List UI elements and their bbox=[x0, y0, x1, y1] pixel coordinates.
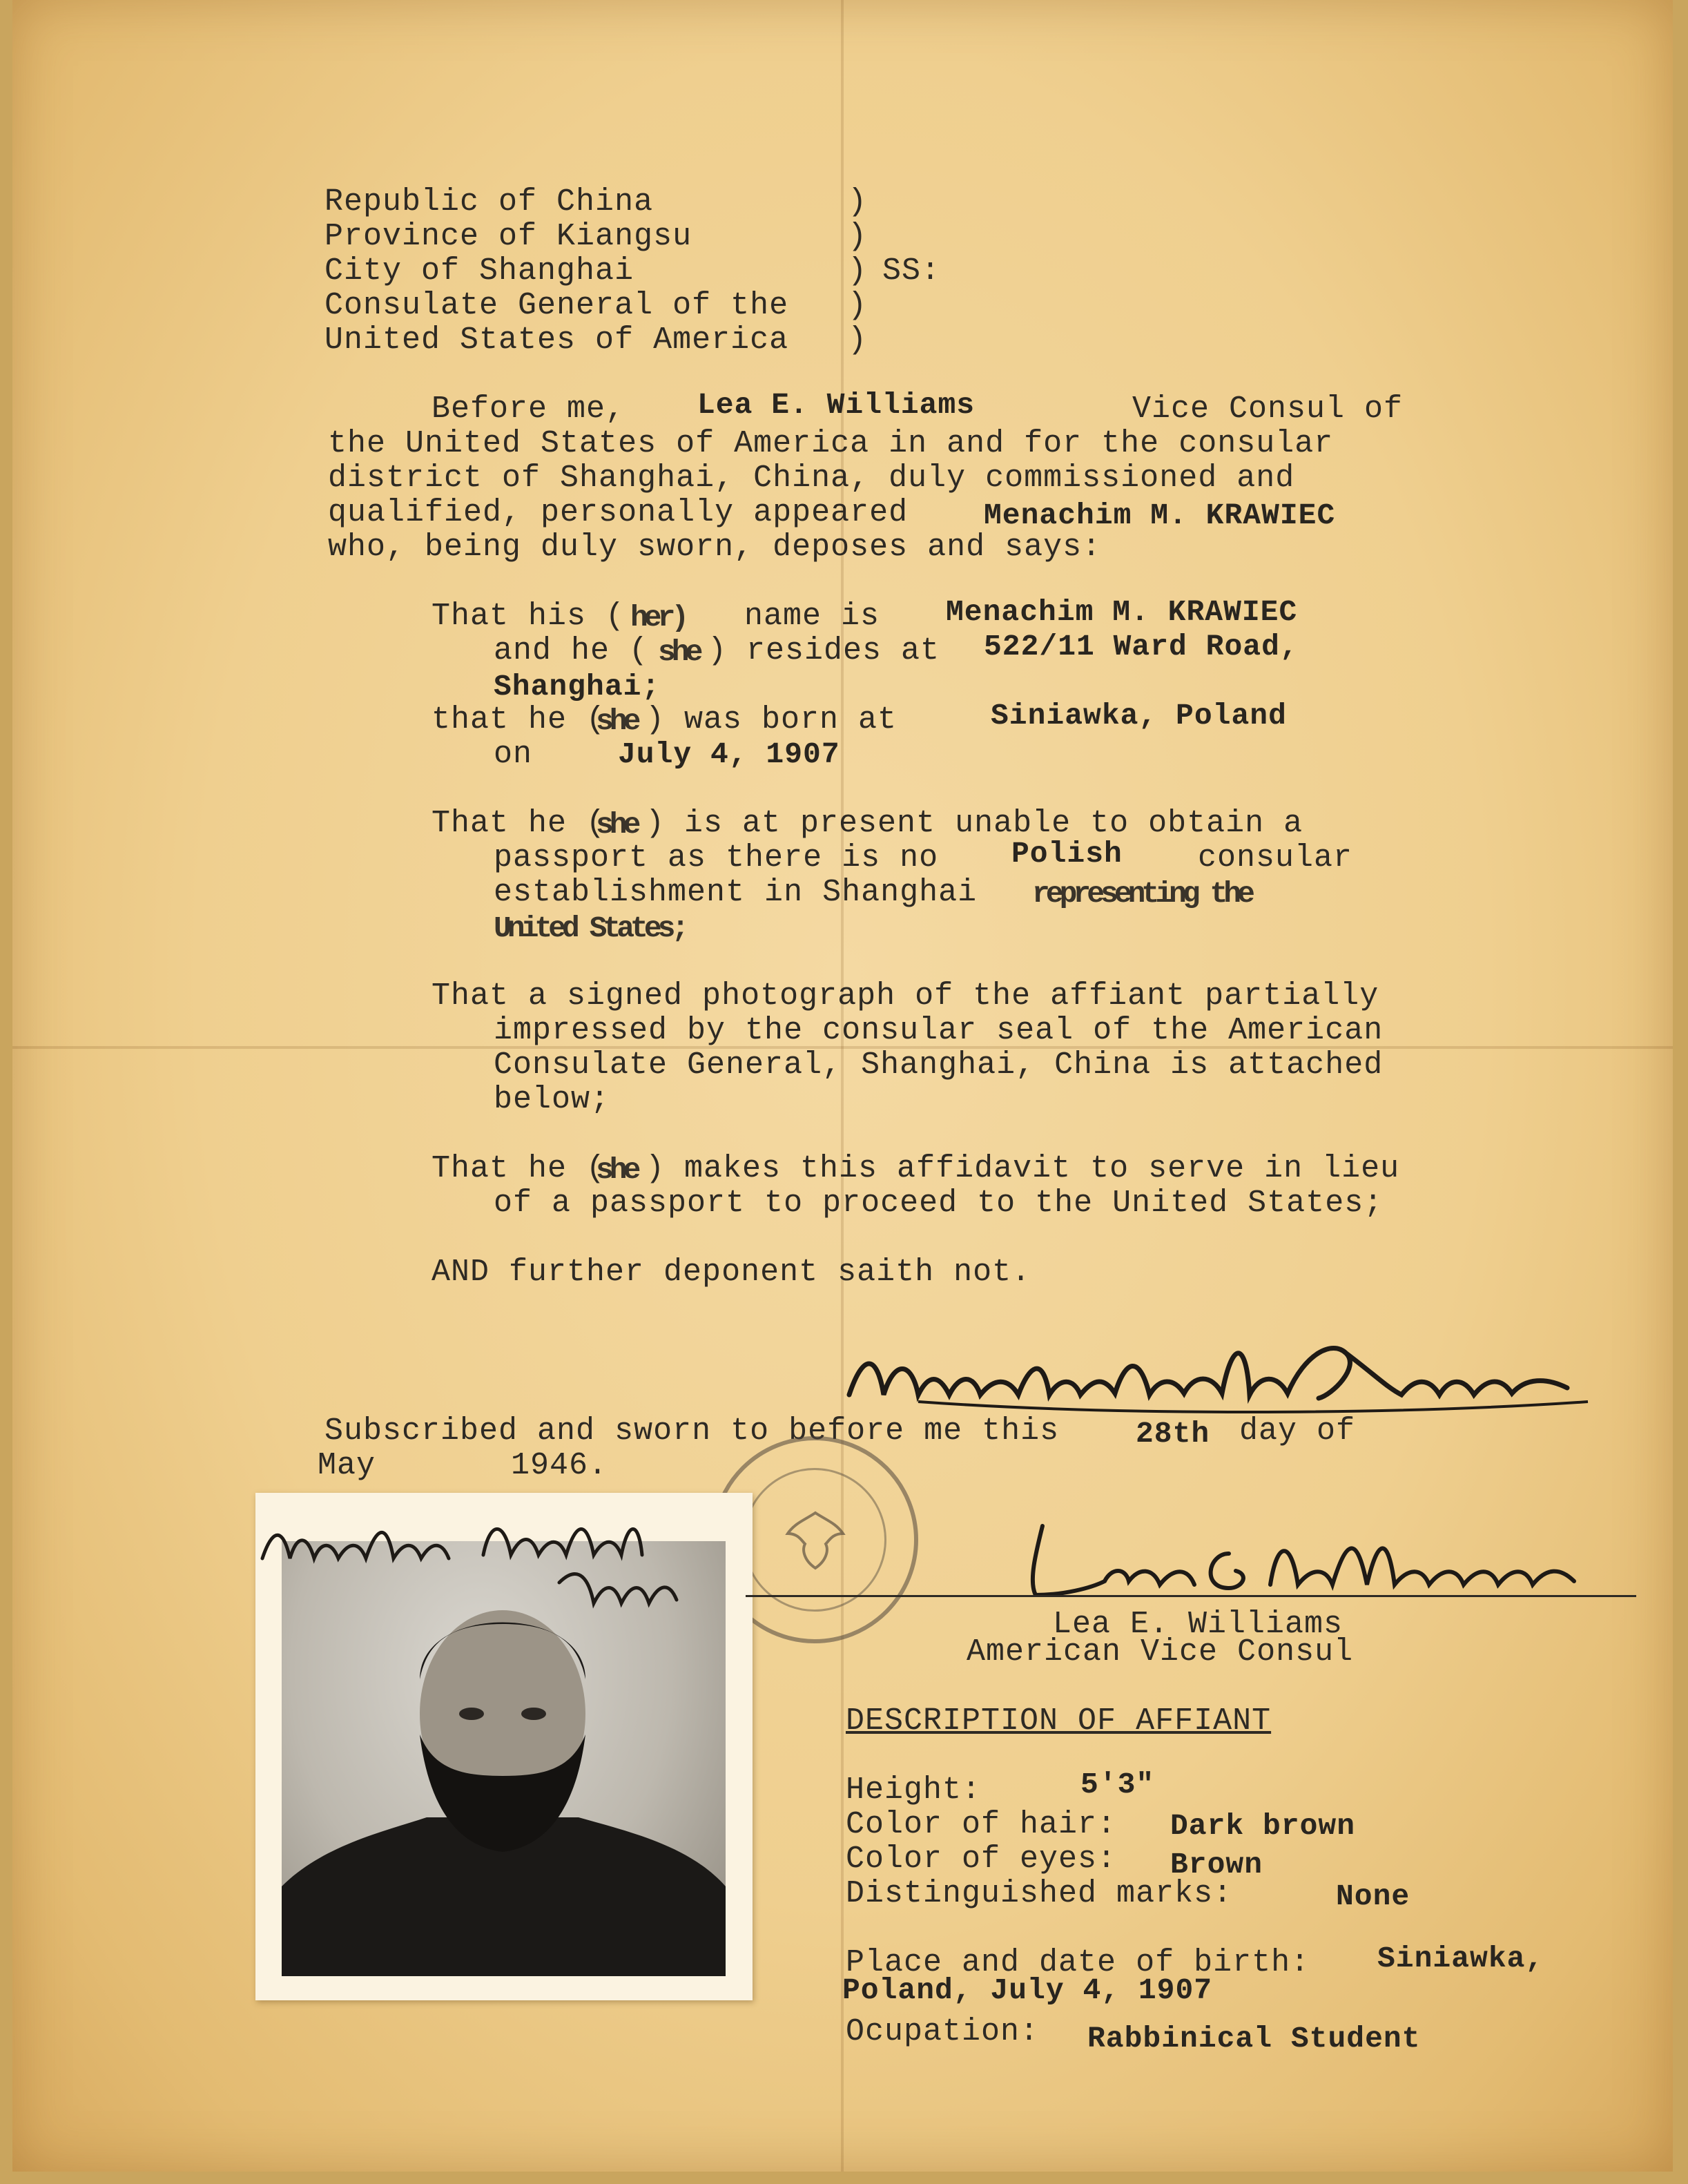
clause-text: ) resides at bbox=[708, 633, 940, 668]
venue-line: City of Shanghai bbox=[324, 253, 634, 289]
venue-line: Republic of China bbox=[324, 184, 654, 220]
address-fill: 522/11 Ward Road, bbox=[984, 630, 1299, 664]
intro-text: district of Shanghai, China, duly commissioned and bbox=[328, 461, 1295, 496]
struck-text: she bbox=[596, 808, 637, 842]
struck-text: United States; bbox=[494, 911, 686, 945]
paren: ) bbox=[848, 253, 868, 289]
photo-signature bbox=[255, 1493, 753, 1631]
paren: ) bbox=[848, 322, 868, 358]
clause-text: establishment in Shanghai bbox=[494, 875, 978, 910]
clause-text: That a signed photograph of the affiant partially bbox=[431, 978, 1379, 1014]
clause-text: passport as there is no bbox=[494, 840, 939, 876]
signature-line bbox=[746, 1595, 1636, 1597]
vertical-fold bbox=[841, 0, 844, 2172]
venue-line: Consulate General of the bbox=[324, 288, 789, 323]
clause-text: ) is at present unable to obtain a bbox=[646, 806, 1303, 841]
intro-text: who, being duly sworn, deposes and says: bbox=[328, 530, 1102, 565]
clause-text: That he ( bbox=[431, 806, 606, 841]
clause-text: and he ( bbox=[494, 633, 649, 668]
ss-label: SS: bbox=[882, 253, 941, 289]
marks-label: Distinguished marks: bbox=[846, 1876, 1233, 1911]
paren: ) bbox=[848, 219, 868, 254]
jurat-day-fill: 28th bbox=[1136, 1417, 1210, 1451]
marks-value: None bbox=[1336, 1879, 1410, 1913]
clause-text: that he ( bbox=[431, 702, 606, 737]
height-value: 5'3" bbox=[1080, 1768, 1155, 1801]
closing-line: AND further deponent saith not. bbox=[431, 1255, 1031, 1290]
intro-text: Before me, bbox=[431, 392, 625, 427]
birth-value: Siniawka, bbox=[1377, 1942, 1544, 1975]
struck-text: she bbox=[658, 635, 699, 669]
jurat-text: day of bbox=[1239, 1413, 1356, 1449]
consul-name: Lea E. Williams bbox=[1053, 1607, 1343, 1642]
occupation-label: Ocupation: bbox=[846, 2014, 1040, 2049]
clause-text: of a passport to proceed to the United States; bbox=[494, 1186, 1384, 1221]
clause-text: name is bbox=[744, 599, 880, 634]
clause-text: on bbox=[494, 737, 533, 772]
nationality-fill: Polish bbox=[1011, 837, 1123, 871]
hair-value: Dark brown bbox=[1170, 1809, 1356, 1843]
affiant-name-fill: Menachim M. KRAWIEC bbox=[984, 499, 1336, 532]
paren: ) bbox=[848, 288, 868, 323]
intro-text: qualified, personally appeared bbox=[328, 495, 909, 530]
eyes-value: Brown bbox=[1170, 1848, 1263, 1882]
clause-text: That his ( bbox=[431, 599, 625, 634]
description-heading: DESCRIPTION OF AFFIANT bbox=[846, 1703, 1272, 1739]
height-label: Height: bbox=[846, 1772, 982, 1808]
hair-label: Color of hair: bbox=[846, 1807, 1117, 1842]
birth-label: Place and date of birth: bbox=[846, 1945, 1310, 1980]
consul-title: American Vice Consul bbox=[967, 1634, 1354, 1670]
jurat-month: May bbox=[318, 1448, 376, 1483]
eagle-emblem-icon bbox=[777, 1502, 853, 1578]
clause-text: ) makes this affidavit to serve in lieu bbox=[646, 1151, 1400, 1186]
eyes-label: Color of eyes: bbox=[846, 1842, 1117, 1877]
jurat-year: 1946. bbox=[511, 1448, 608, 1483]
jurat-text: Subscribed and sworn to before me this bbox=[324, 1413, 1060, 1449]
clause-text: impressed by the consular seal of the American bbox=[494, 1013, 1384, 1048]
struck-text: her) bbox=[630, 601, 686, 635]
consul-signature bbox=[980, 1498, 1643, 1623]
venue-line: Province of Kiangsu bbox=[324, 219, 692, 254]
struck-text: she bbox=[596, 704, 637, 738]
venue-line: United States of America bbox=[324, 322, 789, 358]
struck-text: she bbox=[596, 1153, 637, 1187]
clause-text: consular bbox=[1198, 840, 1353, 876]
city-fill: Shanghai; bbox=[494, 670, 661, 704]
birthdate-fill: July 4, 1907 bbox=[618, 737, 840, 771]
clause-text: ) was born at bbox=[646, 702, 898, 737]
affiant-photograph bbox=[255, 1493, 753, 2000]
paren: ) bbox=[848, 184, 868, 220]
affiant-name-fill: Menachim M. KRAWIEC bbox=[946, 595, 1298, 629]
intro-text: Vice Consul of bbox=[1132, 392, 1404, 427]
struck-text: representing the bbox=[1032, 877, 1251, 911]
birth-value: Poland, July 4, 1907 bbox=[842, 1973, 1213, 2007]
clause-text: below; bbox=[494, 1082, 610, 1117]
occupation-value: Rabbinical Student bbox=[1087, 2022, 1421, 2056]
consul-name-fill: Lea E. Williams bbox=[697, 388, 976, 422]
birthplace-fill: Siniawka, Poland bbox=[991, 699, 1287, 733]
clause-text: Consulate General, Shanghai, China is attached bbox=[494, 1047, 1384, 1083]
intro-text: the United States of America in and for the consular bbox=[328, 426, 1334, 461]
clause-text: That he ( bbox=[431, 1151, 606, 1186]
